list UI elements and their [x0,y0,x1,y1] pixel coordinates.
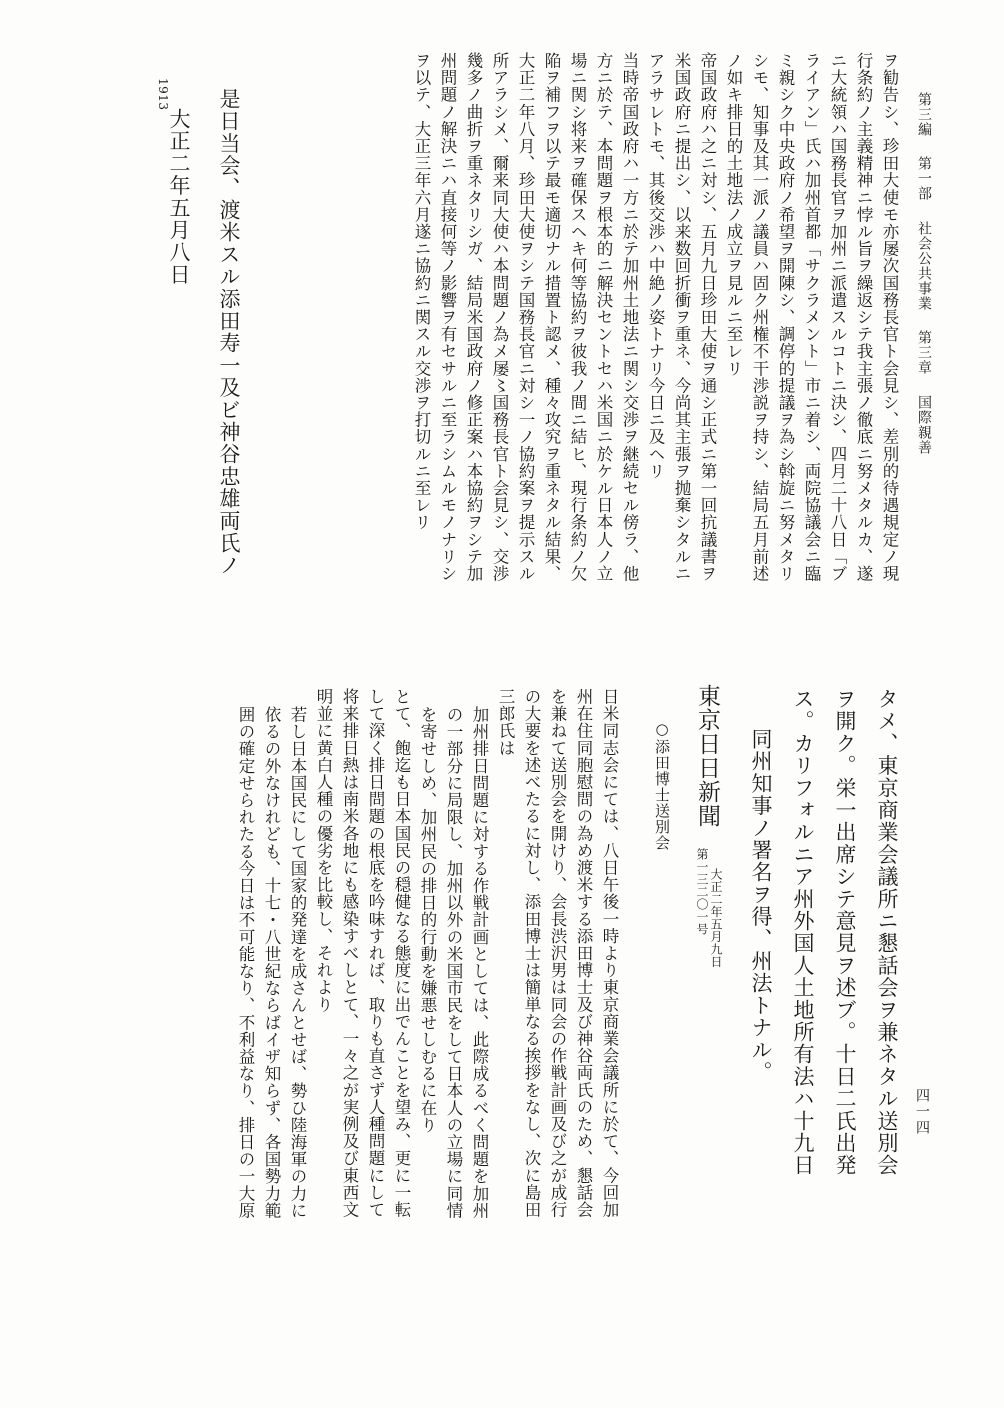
text-column: 若し日本国民にして国家的発達を成さんとせば、勢ひ陸海軍の力に [288,706,307,1219]
text-column: 州問題ノ解決ニハ直接何等ノ影響ヲ有セサルニ至ラシムルモノナリシ [438,52,457,583]
text-column: 行条約ノ主義精神ニ悖ル旨ヲ繰返シテ我主張ノ徹底ニ努メタルカ、遂 [854,52,873,583]
text-column: 日米同志会にては、八日午後一時より東京商業会議所に於て、今回加 [600,688,619,1219]
text-column: ミ親シク中央政府ノ希望ヲ開陳シ、調停的提議ヲ為シ斡旋ニ努メタリ [776,52,795,583]
text-column: 依るの外なけれども、十七・八世紀ならばイザ知らず、各国勢力範 [262,706,281,1219]
text-column: ヲ以テ、大正三年六月遂ニ協約ニ関スル交渉ヲ打切ルニ至レリ [412,52,431,531]
year-note: 1913 [156,78,170,111]
text-column: 帝国政府ハ之ニ対シ、五月九日珍田大使ヲ通シ正式ニ第一回抗議書ヲ [698,52,717,583]
text-column: 方ニ於テ、本問題ヲ根本的ニ解決セントセハ米国ニ於ケル日本人ノ立 [594,52,613,583]
entry-text: ヲ開ク。栄一出席シテ意見ヲ述ブ。十日二氏出発 [833,688,857,1177]
text-column: 米国政府ニ提出シ、以来数回折衝ヲ重ネ、今尚其主張ヲ抛棄シタルニ [672,52,691,583]
header-topic: 社会公共事業 [916,220,932,311]
text-column: 将来排日熱は南米各地にも感染すべしとて、一々之が実例及び東西文 [340,688,359,1219]
newspaper-issue: 第一三二〇一号 [695,848,709,936]
text-column: シモ、知事及其一派ノ議員ハ固ク州権不干渉説ヲ持シ、結局五月前述 [750,52,769,583]
newspaper-title: 東京日日新聞 [694,684,720,828]
text-column: 加州排日問題に対する作戦計画としては、此際成るべく問題を加州 [470,706,489,1219]
text-column: 陥ヲ補フヲ以テ最モ適切ナル措置ト認メ、種々攻究ヲ重ネタル結果、 [542,52,561,583]
page-number: 四一四 [914,1088,930,1136]
text-column: とて、飽迄も日本国民の穏健なる態度に出でんことを望み、更に一転 [392,688,411,1219]
text-column: 囲の確定せられたる今日は不可能なり、不利益なり、排日の一大原 [236,706,255,1219]
entry-text: ス。カリフォルニア州外国人土地所有法ハ十九日 [791,688,815,1177]
entry-text: タメ、東京商業会議所ニ懇話会ヲ兼ネタル送別会 [875,688,899,1177]
text-column: 所アラシメ、爾来同大使ハ本問題ノ為メ屡〻国務長官ト会見シ、交渉 [490,52,509,583]
text-column: 幾多ノ曲折ヲ重ネタリシガ、結局米国政府ノ修正案ハ本協約ヲシテ加 [464,52,483,583]
text-column: アラサレトモ、其後交渉ハ中絶ノ姿トナリ今日ニ及ヘリ [646,52,665,480]
header-chapter: 第三章 [916,330,932,376]
text-column: を寄せしめ、加州民の排日的行動を嫌悪せしむるに在り [418,706,437,1134]
text-column: 州在住同胞慰問の為め渡米する添田博士及び神谷両氏のため、懇話会 [574,688,593,1219]
header-part: 第三編 [916,92,932,137]
text-column: ヲ勧告シ、珍田大使モ亦屡次国務長官ト会見シ、差別的待遇規定ノ現 [880,52,899,583]
newspaper-date: 大正二年五月九日 [709,868,723,968]
header-section: 第一部 [916,156,932,202]
entry-text: 是日当会、渡米スル添田寿一及ビ神谷忠雄両氏ノ [217,88,241,577]
text-column: 大正二年八月、珍田大使ヲシテ国務長官ニ対シ一ノ協約案ヲ提示スル [516,52,535,583]
text-column: の大要を述べたるに対し、添田博士は簡単なる挨拶をなし、次に島田 [522,688,541,1219]
text-column: 場ニ関シ将来ヲ確保スヘキ何等協約ヲ彼我ノ間ニ結ヒ、現行条約ノ欠 [568,52,587,583]
text-column: の一部分に局限し、加州以外の米国市民をして日本人の立場に同情 [444,706,463,1219]
running-header [914,92,934,652]
entry-text: 同州知事ノ署名ヲ得、州法トナル。 [749,728,773,1084]
article-subhead: ○添田博士送別会 [653,720,671,851]
header-chapter-title: 国際親善 [916,394,932,455]
text-column: 明並に黄白人種の優劣を比較し、それより [314,688,333,1013]
text-column: 当時帝国政府ハ一方ニ於テ加州土地法ニ関シ交渉ヲ継続セル傍ラ、他 [620,52,639,583]
text-column: ライアン」氏ハ加州首都「サクラメント」市ニ着シ、両院協議会ニ臨 [802,52,821,583]
date-entry: 大正二年五月八日 [167,108,191,286]
text-column: を兼ねて送別会を開けり、会長渋沢男は同会の作戦計画及び之が成行 [548,688,567,1219]
text-column: して深く排日問題の根底を吟味すれば、取りも直さず人種問題にして [366,688,385,1219]
text-column: ノ如キ排日的土地法ノ成立ヲ見ルニ至レリ [724,52,743,377]
text-column: 三郎氏は [496,688,515,757]
text-column: ニ大統領ハ国務長官ヲ加州ニ派遣スルコトニ決シ、四月二十八日「ブ [828,52,847,583]
